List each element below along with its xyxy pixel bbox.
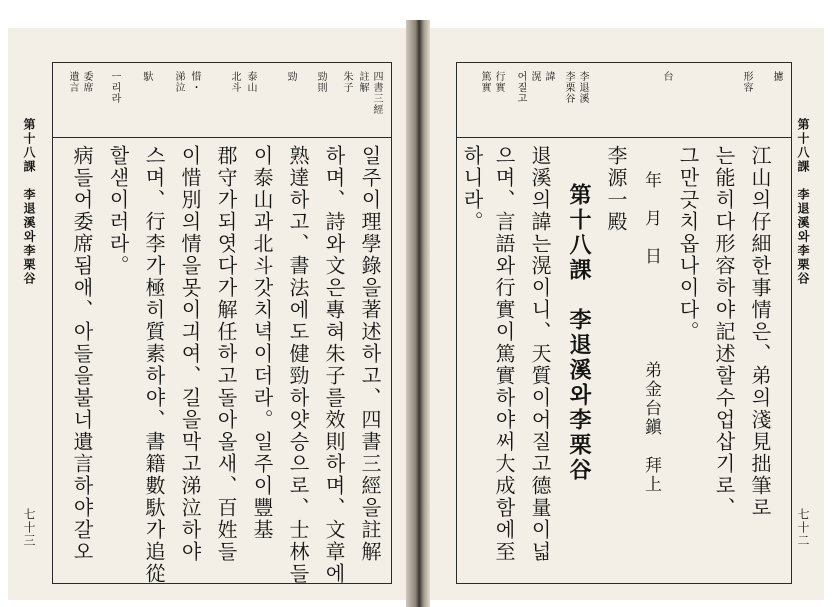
gloss: 李栗谷 [563, 71, 574, 104]
book-gutter [406, 20, 430, 607]
gloss: 行實 [493, 71, 504, 93]
gloss: 註解 [357, 71, 368, 93]
gloss: 朱子 [341, 71, 352, 93]
gloss: 北斗 [229, 71, 240, 93]
letter-date-signature: 年 月 日 弟金台鎭 拜上 [641, 171, 661, 494]
letter-addressee: 李源一殿 [604, 145, 628, 233]
text-line: 病들어委席됨애、아들을불너遺言하야갈오 [70, 145, 94, 563]
gloss-band-left [53, 63, 391, 138]
gloss: 涕泣 [173, 71, 184, 93]
gloss: 滉 [529, 71, 540, 82]
gloss: 四書三經 [371, 71, 382, 115]
text-line: 으며、言語와行實이篤實하야써大成함에至 [492, 145, 516, 563]
running-head-right: 第十八課 李退溪와李栗谷 [796, 118, 810, 286]
gloss: 泰山 [245, 71, 256, 93]
gloss: 馱 [141, 71, 152, 82]
text-frame-right [456, 62, 792, 584]
text-line: 熟達하고、書法에도健勁하얏승으로、士林들 [286, 145, 310, 585]
text-line: 郡守가되엿다가解任하고돌아올새、百姓들 [214, 145, 238, 563]
gloss: 台 [661, 71, 672, 82]
gloss: 勁則 [315, 71, 326, 93]
gloss: 篤實 [479, 71, 490, 93]
text-line: 스며、行李가極히質素하야、書籍數馱가追從 [142, 145, 166, 585]
text-line: 江山의仔細한事情은、弟의淺見拙筆로 [748, 145, 772, 519]
gloss: 惜・ [189, 71, 200, 93]
gloss: 形容 [741, 71, 752, 93]
text-line: 이泰山과北斗갓치녁이더라。일주이豐基 [250, 145, 274, 541]
running-head-left: 第十八課 李退溪와李栗谷 [22, 118, 36, 286]
page-number-left: 七十三 [22, 508, 36, 547]
text-frame-left [52, 62, 392, 584]
gloss: 攄 [771, 71, 782, 82]
text-line: 그만긋치옵나이다。 [676, 145, 700, 343]
text-line: 는能히다形容하야記述할수업삽기로、 [712, 145, 736, 519]
text-line: 일주이理學錄을著述하고、四書三經을註解 [358, 145, 382, 563]
text-line: 退溪의諱는滉이니、天質이어질고德量이넓 [528, 145, 552, 563]
gloss: ㅡ리라 [109, 71, 120, 104]
gloss: 勁 [285, 71, 296, 82]
gloss: 李退溪 [577, 71, 588, 104]
text-line: 하며、詩와文은專혀朱子를效則하며、文章에 [322, 145, 346, 585]
page-number-right: 七十二 [796, 508, 810, 547]
text-line: 이惜別의情을못이긔여、길을막고涕泣하야 [178, 145, 202, 563]
text-line: 할샏이러라。 [106, 145, 130, 277]
right-page [430, 28, 824, 600]
gloss: 어질고 [515, 71, 526, 104]
gloss: 諱 [543, 71, 554, 82]
left-page [8, 28, 406, 600]
lesson-heading: 第十八課 李退溪와李栗谷 [566, 183, 592, 483]
gloss-band-right [457, 63, 791, 138]
gloss: 委席 [81, 71, 92, 93]
gloss: 遺言 [67, 71, 78, 93]
text-line: 하니라。 [460, 145, 484, 233]
